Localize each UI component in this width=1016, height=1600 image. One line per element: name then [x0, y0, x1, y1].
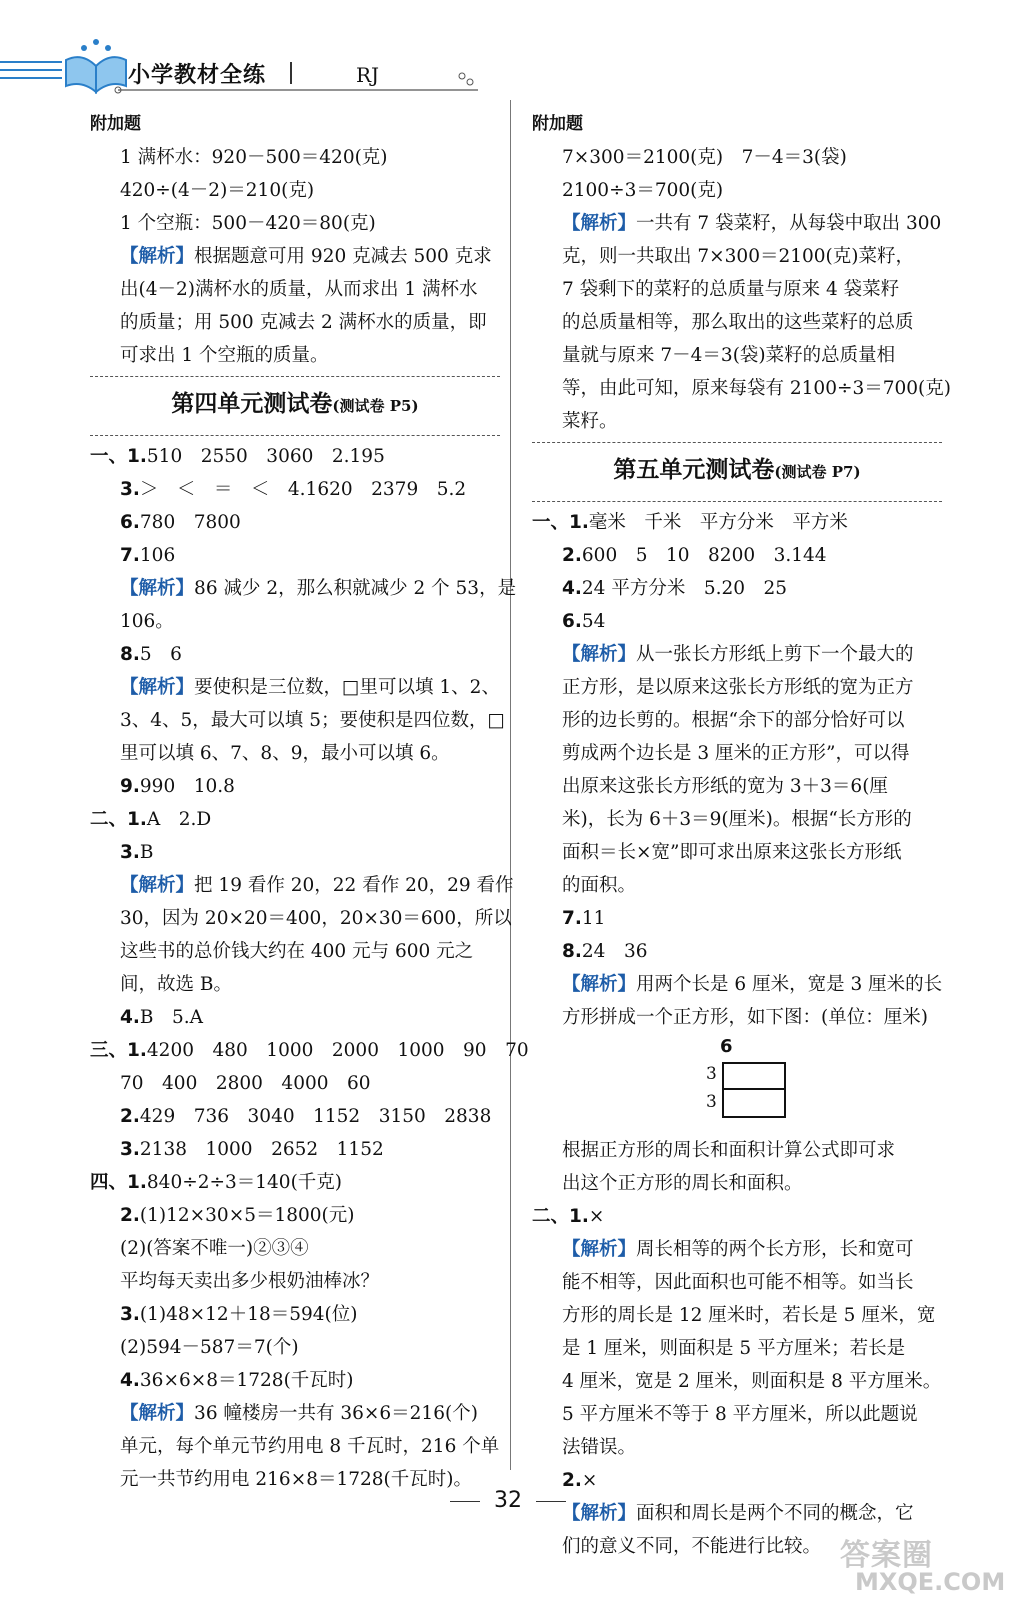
answer-line: [532, 737, 942, 770]
answer-line: [90, 1430, 500, 1463]
line-text: 里可以填 6、7、8、9，最小可以填 6。: [120, 743, 450, 764]
analysis-line: 的质量；用 500 克减去 2 满杯水的质量，即: [120, 312, 487, 333]
question-number: 8.: [562, 941, 582, 962]
right-column: [532, 108, 951, 1563]
extra-question-title: 附加题: [532, 114, 583, 134]
line-text: 米)，长为 6＋3＝9(厘米)。根据“长方形的: [562, 809, 912, 830]
line-text: 600 5 10 8200 3.144: [581, 545, 827, 566]
line-text: 106: [139, 545, 176, 566]
question-number: 4.: [120, 1007, 140, 1028]
analysis-tag: 【 解析 】: [120, 578, 194, 599]
line-text: 剪成两个边长是 3 厘米的正方形”，可以得: [562, 743, 910, 764]
line-text: 4 厘米，宽是 2 厘米，则面积是 8 平方厘米。: [562, 1371, 942, 1392]
line-text: 单元，每个单元节约用电 8 千瓦时，216 个单: [120, 1436, 500, 1457]
analysis-line: 量就与原来 7－4＝3(袋)菜籽的总质量相: [562, 345, 896, 366]
answer-line: [532, 1299, 942, 1332]
answer-line: [532, 572, 942, 605]
answer-line: [90, 770, 500, 803]
line-text: 的面积。: [562, 875, 637, 896]
answer-line: [532, 506, 942, 539]
analysis-line: [532, 1233, 942, 1266]
watermark-url: MXQE.COM: [855, 1568, 1006, 1596]
analysis-line: 的总质量相等，那么取出的这些菜籽的总质: [562, 312, 914, 333]
answer-line: [90, 638, 500, 671]
question-number: 3.: [120, 842, 140, 863]
analysis-line: [532, 968, 942, 1001]
answer-line: 1 满杯水：920－500＝420(克): [120, 147, 388, 168]
answer-line: [90, 836, 500, 869]
analysis-tag: 【 解析 】: [120, 875, 194, 896]
line-text: 正方形，是以原来这张长方形纸的宽为正方: [562, 677, 914, 698]
line-text: 毫米 千米 平方分米 平方米: [588, 512, 848, 533]
line-text: 70 400 2800 4000 60: [120, 1073, 371, 1094]
analysis-line: 7 袋剩下的菜籽的总质量与原来 4 袋菜籽: [562, 279, 900, 300]
line-text: 间，故选 B。: [120, 974, 232, 995]
column-divider: [510, 100, 511, 1470]
answer-line: [90, 902, 512, 935]
line-text: 能不相等，因此面积也可能不相等。如当长: [562, 1272, 914, 1293]
line-text: (1)48×12＋18＝594(位): [139, 1304, 358, 1325]
analysis-line: [90, 869, 514, 902]
header-title: 小学教材全练: [128, 63, 267, 88]
diagram-side-label: 3: [706, 1064, 717, 1084]
question-number: 2.: [562, 545, 582, 566]
question-number: 二、1.: [532, 1206, 589, 1227]
unit4-answers: [90, 440, 529, 1496]
answer-line: [90, 1067, 500, 1100]
line-text: 是 1 厘米，则面积是 5 平方厘米；若长是: [562, 1338, 906, 1359]
question-number: 四、1.: [90, 1172, 147, 1193]
question-number: 三、1.: [90, 1040, 147, 1061]
question-number: 7.: [562, 908, 582, 929]
line-text: 这些书的总价钱大约在 400 元与 600 元之: [120, 941, 474, 962]
answer-line: 2100÷3＝700(克): [562, 180, 724, 201]
line-text: 24 36: [581, 941, 648, 962]
line-text: 840÷2÷3＝140(千克): [146, 1172, 343, 1193]
analysis-tag: 【 解析 】: [562, 213, 636, 234]
question-number: 3.: [120, 1304, 140, 1325]
line-text: 出这个正方形的周长和面积。: [562, 1173, 803, 1194]
answer-line: 420÷(4－2)＝210(克): [120, 180, 315, 201]
line-text: 510 2550 3060 2.195: [146, 446, 385, 467]
answer-line: [532, 1001, 942, 1034]
line-text: 们的意义不同，不能进行比较。: [562, 1536, 822, 1557]
line-text: 把 19 看作 20，22 看作 20，29 看作: [194, 875, 514, 896]
answer-line: [90, 539, 500, 572]
analysis-line: 菜籽。: [562, 411, 618, 432]
answer-line: [90, 1100, 500, 1133]
answer-line: [532, 803, 942, 836]
line-text: 5 平方厘米不等于 8 平方厘米，所以此题说: [562, 1404, 918, 1425]
answer-line: [532, 1398, 942, 1431]
question-number: 3.: [120, 479, 140, 500]
answer-line: [90, 1364, 500, 1397]
answer-line: [90, 506, 500, 539]
line-text: B 5.A: [139, 1007, 204, 1028]
analysis-line: [90, 572, 517, 605]
line-text: 429 736 3040 1152 3150 2838: [139, 1106, 492, 1127]
line-text: (2)(答案不唯一)②③④: [120, 1238, 309, 1259]
square-diagram: [532, 1034, 942, 1134]
answer-line: [532, 605, 942, 638]
line-text: 36×6×8＝1728(千瓦时): [139, 1370, 354, 1391]
line-text: 平均每天卖出多少根奶油棒冰？: [120, 1271, 380, 1292]
line-text: (1)12×30×5＝1800(元): [139, 1205, 355, 1226]
diagram-midline: [722, 1088, 784, 1090]
line-text: 990 10.8: [139, 776, 235, 797]
question-number: 9.: [120, 776, 140, 797]
answer-line: [532, 770, 942, 803]
line-text: 2138 1000 2652 1152: [139, 1139, 384, 1160]
header-rule: [0, 0, 1016, 100]
line-text: 用两个长是 6 厘米，宽是 3 厘米的长: [636, 974, 943, 995]
line-text: 86 减少 2，那么积就减少 2 个 53，是: [194, 578, 517, 599]
line-text: 106。: [120, 611, 174, 632]
diagram-square: [722, 1062, 786, 1118]
extra-question-title: 附加题: [90, 114, 141, 134]
line-text: 24 平方分米 5.20 25: [581, 578, 788, 599]
answer-line: [90, 1298, 500, 1331]
question-number: 一、1.: [90, 446, 147, 467]
analysis-tag: 【 解析 】: [562, 644, 636, 665]
diagram-top-label: 6: [720, 1036, 733, 1057]
question-number: 2.: [120, 1106, 140, 1127]
line-text: 36 幢楼房一共有 36×6＝216(个): [194, 1403, 478, 1424]
question-number: 3.: [120, 1139, 140, 1160]
answer-line: [532, 1365, 942, 1398]
answer-line: [532, 1200, 942, 1233]
question-number: 二、1.: [90, 809, 147, 830]
line-text: 形的边长剪的。根据“余下的部分恰好可以: [562, 710, 905, 731]
answer-line: [532, 869, 942, 902]
analysis-line: 出(4－2)满杯水的质量，从而求出 1 满杯水: [120, 279, 478, 300]
answer-line: [90, 1232, 500, 1265]
line-text: 面积＝长×宽”即可求出原来这张长方形纸: [562, 842, 902, 863]
answer-line: [90, 803, 500, 836]
diagram-side-label: 3: [706, 1092, 717, 1112]
answer-line: [90, 1133, 500, 1166]
line-text: 54: [581, 611, 606, 632]
question-number: 2.: [562, 1470, 582, 1491]
answer-line: [90, 440, 500, 473]
analysis-tag: 【 解析 】: [562, 974, 636, 995]
analysis-line: 等，由此可知，原来每袋有 2100÷3＝700(克): [562, 378, 951, 399]
answer-line: [90, 1001, 500, 1034]
unit5-answers: [532, 506, 942, 1034]
question-number: 4.: [120, 1370, 140, 1391]
answer-line: [532, 836, 942, 869]
line-text: A 2.D: [146, 809, 212, 830]
analysis-line: 可求出 1 个空瓶的质量。: [120, 345, 329, 366]
answer-line: [532, 935, 942, 968]
line-text: (2)594－587＝7(个): [120, 1337, 299, 1358]
analysis-line: 【 解析 】 根据题意可用 920 克减去 500 克求: [90, 240, 500, 273]
analysis-tag: 【 解析 】: [120, 677, 194, 698]
answer-line: [532, 1167, 942, 1200]
question-number: 7.: [120, 545, 140, 566]
watermark: 答案圈: [840, 1538, 933, 1573]
line-text: 方形的周长是 12 厘米时，若长是 5 厘米，宽: [562, 1305, 936, 1326]
page-header: [0, 0, 1016, 100]
unit5-title: 第五单元测试卷(测试卷 P7): [532, 442, 942, 502]
analysis-tag: 【 解析 】: [120, 246, 194, 267]
question-number: 2.: [120, 1205, 140, 1226]
answer-line: [90, 605, 500, 638]
answer-line: [90, 1265, 500, 1298]
answer-line: [532, 539, 942, 572]
line-text: 元一共节约用电 216×8＝1728(千瓦时)。: [120, 1469, 472, 1490]
page-number: 32: [0, 1488, 1016, 1513]
question-number: 4.: [562, 578, 582, 599]
analysis-tag: 【 解析 】: [562, 1239, 636, 1260]
line-text: 30，因为 20×20＝400，20×30＝600，所以: [120, 908, 512, 929]
analysis-line: 克，则一共取出 7×300＝2100(克)菜籽，: [562, 246, 914, 267]
analysis-line: [90, 671, 500, 704]
line-text: 出原来这张长方形纸的宽为 3＋3＝6(厘: [562, 776, 888, 797]
answer-line: [90, 737, 500, 770]
line-text: 方形拼成一个正方形，如下图：(单位：厘米): [562, 1007, 928, 1028]
question-number: 一、1.: [532, 512, 589, 533]
answer-line: [532, 704, 942, 737]
line-text: ×: [588, 1206, 605, 1227]
line-text: 3、4、5，最大可以填 5；要使积是四位数，□: [120, 710, 505, 731]
analysis-tag: 【 解析 】: [562, 1503, 636, 1524]
question-number: 8.: [120, 644, 140, 665]
line-text: 根据正方形的周长和面积计算公式即可求: [562, 1140, 896, 1161]
question-number: 6.: [120, 512, 140, 533]
answer-line: [532, 1134, 942, 1167]
question-number: 6.: [562, 611, 582, 632]
line-text: 要使积是三位数，□里可以填 1、2、: [194, 677, 500, 698]
line-text: 11: [581, 908, 606, 929]
line-text: 法错误。: [562, 1437, 637, 1458]
answer-line: [532, 1431, 942, 1464]
line-text: 从一张长方形纸上剪下一个最大的: [636, 644, 914, 665]
analysis-tag: 【 解析 】: [120, 1403, 194, 1424]
answer-line: [532, 1266, 942, 1299]
unit4-title: 第四单元测试卷(测试卷 P5): [90, 376, 500, 436]
line-text: 4200 480 1000 2000 1000 90 70: [146, 1040, 529, 1061]
analysis-line: 【 解析 】 一共有 7 袋菜籽，从每袋中取出 300: [532, 207, 942, 240]
analysis-line: [90, 1397, 500, 1430]
answer-line: [90, 704, 505, 737]
line-text: 周长相等的两个长方形，长和宽可: [636, 1239, 914, 1260]
header-code: RJ: [356, 63, 380, 87]
line-text: 5 6: [139, 644, 182, 665]
answer-line: [90, 1331, 500, 1364]
line-text: ×: [581, 1470, 598, 1491]
answer-line: [532, 671, 942, 704]
line-text: ＞ ＜ ＝ ＜ 4.1620 2379 5.2: [139, 479, 467, 500]
line-text: 780 7800: [139, 512, 241, 533]
answer-line: [532, 1332, 942, 1365]
answer-line: [90, 1166, 500, 1199]
answer-line: [90, 1199, 500, 1232]
answer-line: [532, 902, 942, 935]
answer-line: 7×300＝2100(克) 7－4＝3(袋): [562, 147, 847, 168]
left-column: [90, 108, 529, 1496]
answer-line: [90, 968, 500, 1001]
answer-line: 1 个空瓶：500－420＝80(克): [120, 213, 376, 234]
answer-line: [90, 1034, 529, 1067]
answer-line: [90, 935, 500, 968]
line-text: B: [139, 842, 154, 863]
line-text: 面积和周长是两个不同的概念，它: [636, 1503, 914, 1524]
analysis-line: [532, 638, 942, 671]
answer-line: [90, 473, 500, 506]
